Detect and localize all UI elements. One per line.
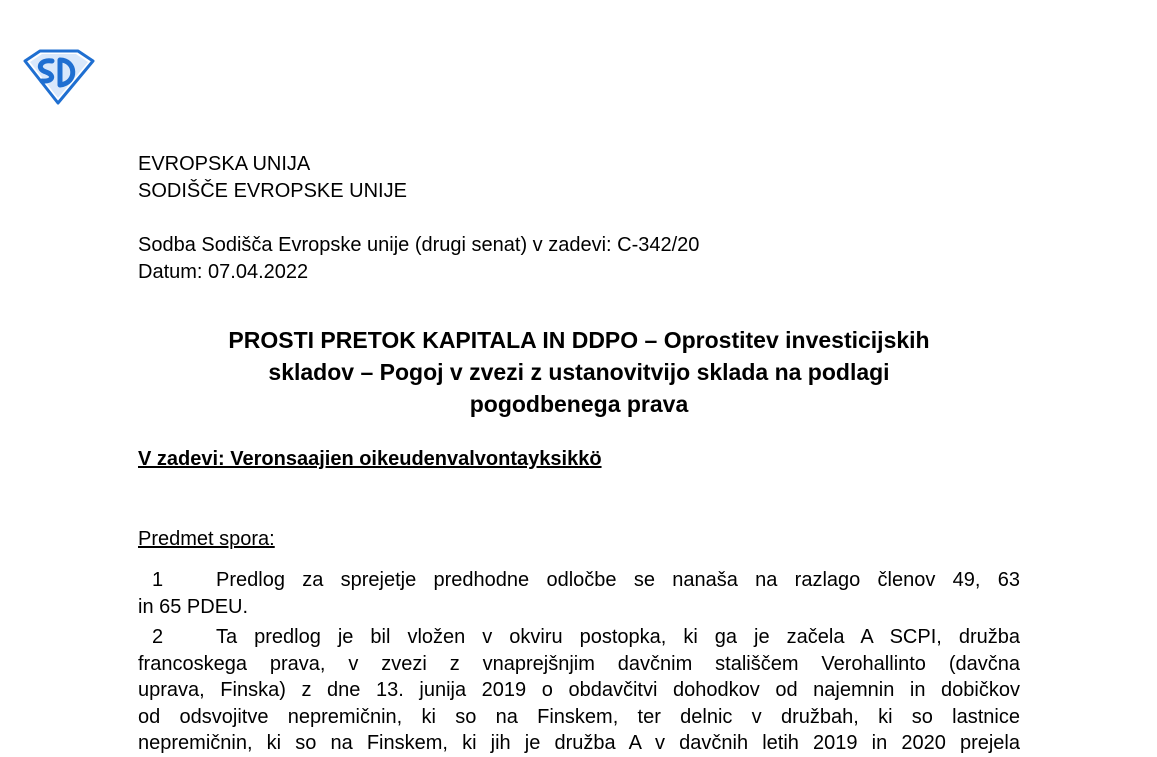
union-name: EVROPSKA UNIJA <box>138 153 311 175</box>
paragraph-2 <box>138 624 1020 757</box>
subject-heading: Predmet spora: <box>138 528 275 550</box>
paragraph-1 <box>138 567 1020 620</box>
paragraph-line: uprava, Finska) z dne 13. junija 2019 o obdavčitvi dohodkov od najemnin in dobičkov <box>138 679 1020 701</box>
title-line: pogodbenega prava <box>469 391 689 417</box>
paragraph-line: nepremičnin, ki so na Finskem, ki jih je družba A v davčnih letih 2019 in 2020 prejela <box>138 732 1020 754</box>
title-line: skladov – Pogoj v zvezi z ustanovitvijo sklada na podlagi <box>268 359 890 385</box>
judgment-date: Datum: 07.04.2022 <box>138 261 309 283</box>
paragraph-line: in 65 PDEU. <box>138 595 249 618</box>
paragraph-line: od odsvojitve nepremičnin, ki so na Finskem, ter delnic v družbah, ki so lastnice <box>138 705 1020 728</box>
paragraph-line <box>138 567 1020 594</box>
title-line: PROSTI PRETOK KAPITALA IN DDPO – Oprostitev investicijskih <box>228 327 930 353</box>
paragraph-number: 2 <box>152 626 164 648</box>
case-heading: V zadevi: Veronsaajien oikeudenvalvontayksikkö <box>138 448 602 470</box>
judgment-reference: Sodba Sodišča Evropske unije (drugi senat) v zadevi: C-342/20 <box>138 234 700 256</box>
sd-shield-logo-icon <box>22 49 96 105</box>
court-header <box>138 151 407 205</box>
paragraph-line <box>138 624 1020 651</box>
paragraph-line: francoskega prava, v zvezi z vnaprejšnjim davčnim stališčem Verohallinto (davčna <box>138 652 1020 675</box>
court-name: SODIŠČE EVROPSKE UNIJE <box>138 180 407 202</box>
judgment-meta <box>138 232 699 286</box>
paragraph-text: Predlog za sprejetje predhodne odločbe se nanaša na razlago členov 49, 63 <box>216 569 1020 591</box>
document-title <box>138 324 1020 420</box>
paragraph-number: 1 <box>152 569 164 591</box>
paragraph-text: Ta predlog je bil vložen v okviru postopka, ki ga je začela A SCPI, družba <box>216 626 1020 648</box>
